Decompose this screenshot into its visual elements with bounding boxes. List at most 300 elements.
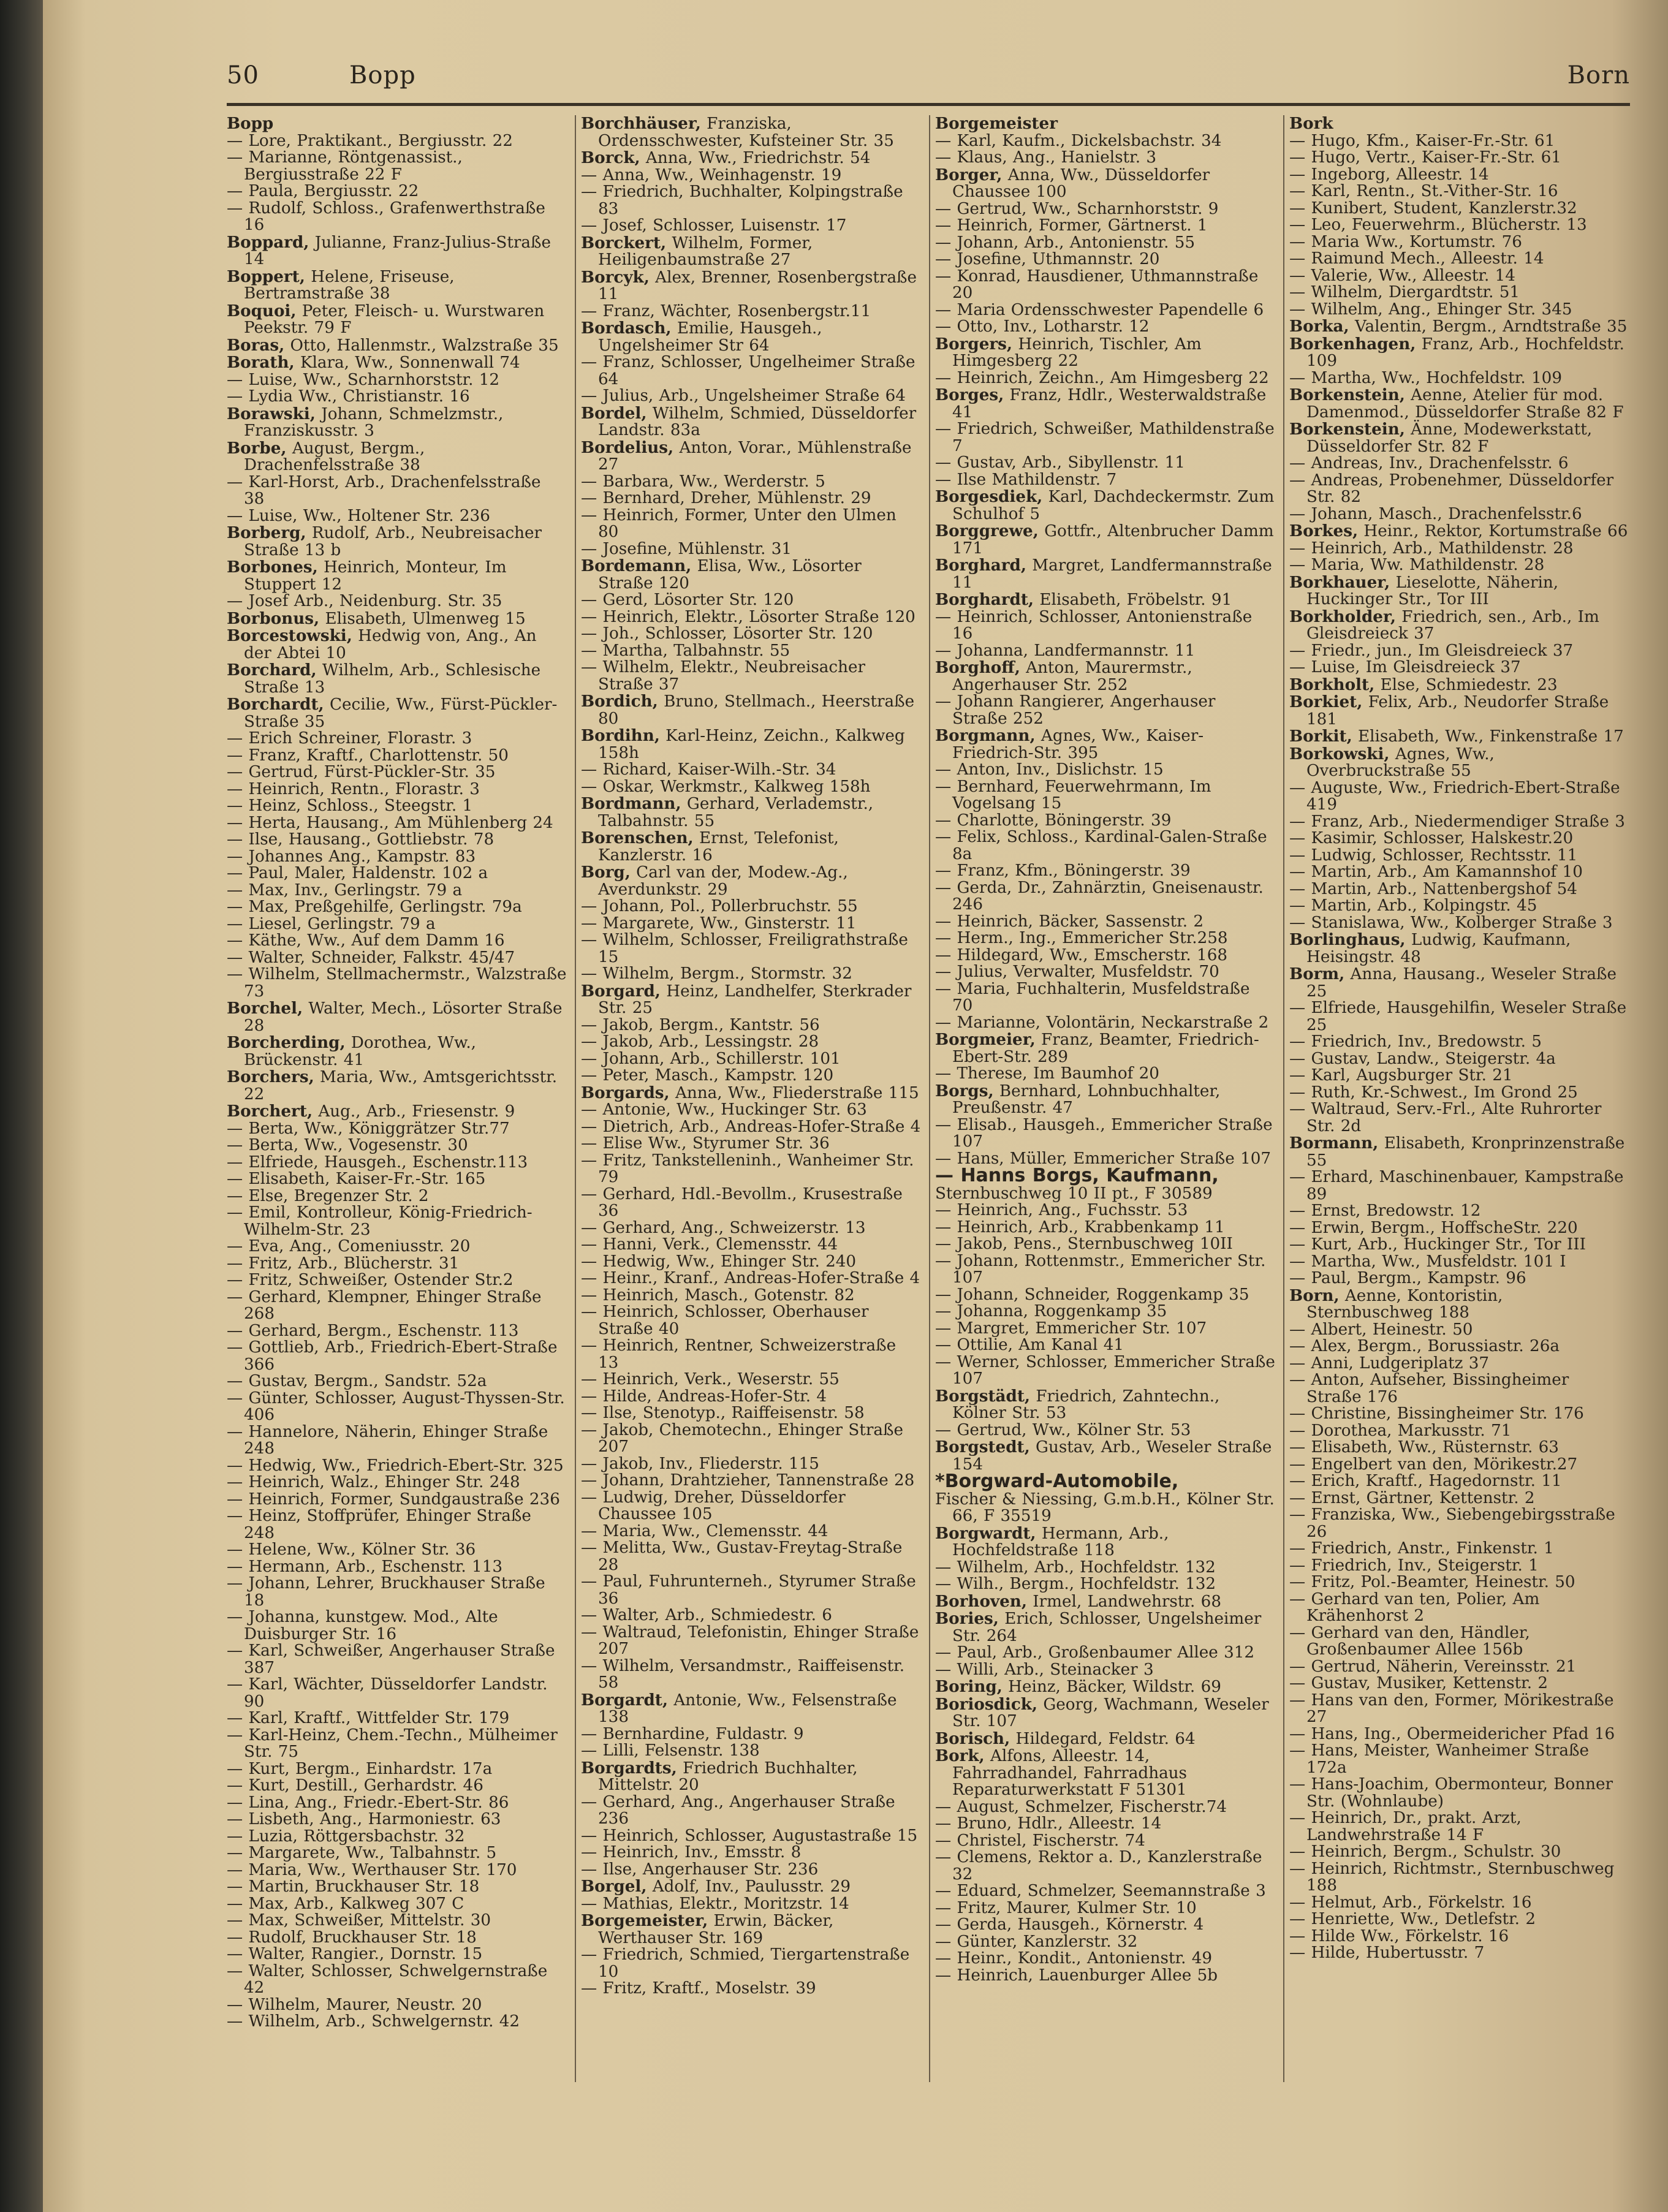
entry-details: — Karl, Wächter, Düsseldorfer Landstr. 90: [227, 1675, 548, 1711]
entry-surname: Bordasch,: [581, 319, 672, 338]
entry-surname: Borckert,: [581, 233, 667, 252]
directory-entry: [935, 609, 1275, 643]
directory-entry: [1289, 1406, 1629, 1423]
book-spine: [0, 0, 43, 2212]
entry-details: — Hedwig, Ww., Ehinger Str. 240: [581, 1252, 857, 1271]
entry-details: Elisabeth, Ww., Finkenstraße 17: [1352, 727, 1624, 746]
directory-entry: [935, 150, 1275, 167]
directory-entry: [581, 1607, 921, 1624]
directory-entry: [1289, 506, 1629, 523]
directory-entry: [1289, 387, 1629, 421]
column-2: [581, 115, 921, 1998]
entry-surname: Borhoven,: [935, 1591, 1027, 1611]
entry-details: — Maria, Ww. Mathildenstr. 28: [1289, 556, 1545, 574]
entry-details: Gustav, Arb., Weseler Straße 154: [952, 1438, 1272, 1474]
directory-entry: [1289, 557, 1629, 574]
entry-details: — Mathias, Elektr., Moritzstr. 14: [581, 1894, 849, 1913]
directory-entry: [1289, 1726, 1629, 1743]
directory-entry: [935, 1645, 1275, 1662]
directory-entry: [581, 388, 921, 405]
entry-details: — Luzia, Röttgersbachstr. 32: [227, 1827, 465, 1846]
entry-details: — Wilhelm, Ang., Ehinger Str. 345: [1289, 300, 1572, 319]
entry-details: — Maria Ww., Kortumstr. 76: [1289, 232, 1522, 251]
entry-details: Heinz, Bäcker, Wildstr. 69: [1002, 1678, 1221, 1696]
entry-details: — Friedrich, Schmied, Tiergartenstraße 10: [581, 1945, 910, 1981]
entry-surname: Borkenstein,: [1289, 385, 1405, 404]
entry-details: Franz, Beamter, Friedrich-Ebert-Str. 289: [952, 1031, 1259, 1066]
entry-details: — Martha, Ww., Musfeldstr. 101 I: [1289, 1252, 1566, 1271]
entry-surname: Boppert,: [227, 267, 305, 286]
entry-details: — Elfriede, Hausgeh., Eschenstr.113: [227, 1153, 528, 1172]
entry-details: Friedrich, sen., Arb., Im Gleisdreieck 37: [1306, 607, 1599, 643]
entry-details: — Ludwig, Dreher, Düsseldorfer Chaussee 105: [581, 1488, 846, 1523]
entry-details: — Elisabeth, Kaiser-Fr.-Str. 165: [227, 1170, 486, 1188]
entry-details: Else, Schmiedestr. 23: [1374, 675, 1558, 694]
directory-entry: [1289, 574, 1629, 608]
directory-entry: [227, 508, 567, 525]
entry-details: — August, Schmelzer, Fischerstr.74: [935, 1797, 1227, 1816]
directory-entry: [935, 1491, 1275, 1525]
directory-entry: [581, 1119, 921, 1136]
entry-details: — Andreas, Inv., Drachenfelsstr. 6: [1289, 454, 1569, 472]
directory-entry: [227, 1778, 567, 1795]
directory-entry: [1289, 676, 1629, 694]
entry-details: — Antonie, Ww., Huckinger Str. 63: [581, 1100, 867, 1119]
entry-details: — Max, Schweißer, Mittelstr. 30: [227, 1911, 491, 1930]
directory-entry: [227, 748, 567, 765]
directory-entry: [581, 218, 921, 235]
entry-details: — Heinrich, Lauenburger Allee 5b: [935, 1966, 1218, 1985]
entry-details: — Wilhelm, Diergardtstr. 51: [1289, 283, 1520, 301]
entry-details: — Walter, Arb., Schmiedestr. 6: [581, 1606, 832, 1624]
entry-details: — Richard, Kaiser-Wilh.-Str. 34: [581, 760, 836, 779]
directory-entry: [581, 1692, 921, 1726]
directory-entry: [581, 1254, 921, 1271]
entry-details: — Josef Arb., Neidenburg. Str. 35: [227, 592, 502, 610]
directory-entry: [1289, 1169, 1629, 1203]
entry-details: — Albert, Heinestr. 50: [1289, 1320, 1473, 1339]
entry-details: — Else, Bregenzer Str. 2: [227, 1186, 429, 1205]
entry-details: — Heinrich, Richtmstr., Sternbuschweg 188: [1289, 1859, 1615, 1895]
entry-details: — Ilse, Angerhauser Str. 236: [581, 1860, 819, 1879]
entry-details: — Leo, Feuerwehrm., Blücherstr. 13: [1289, 216, 1587, 234]
directory-entry: [935, 1202, 1275, 1219]
directory-entry: [581, 966, 921, 983]
entry-details: Agnes, Ww., Overbruckstraße 55: [1306, 744, 1495, 780]
directory-entry: [935, 1816, 1275, 1833]
directory-entry: [227, 1828, 567, 1846]
entry-details: — Lydia Ww., Christianstr. 16: [227, 387, 470, 406]
entry-details: — Gustav, Arb., Sibyllenstr. 11: [935, 453, 1185, 472]
directory-entry: [1289, 931, 1629, 966]
entry-details: — Konrad, Hausdiener, Uthmannstraße 20: [935, 267, 1259, 302]
page-header: [227, 61, 1630, 98]
directory-entry: [1289, 421, 1629, 455]
entry-details: — Margret, Emmericher Str. 107: [935, 1319, 1207, 1338]
entry-details: — Hans, Meister, Wanheimer Straße 172a: [1289, 1741, 1589, 1777]
directory-entry: [935, 863, 1275, 880]
directory-entry: [1289, 370, 1629, 387]
entry-details: — Maria Ordensschwester Papendelle 6: [935, 300, 1264, 319]
entry-surname: Borgel,: [581, 1877, 647, 1896]
directory-entry: [935, 1934, 1275, 1951]
entry-details: Felix, Arb., Neudorfer Straße 181: [1306, 693, 1609, 729]
entry-surname: Borg,: [581, 863, 631, 882]
directory-entry: [227, 388, 567, 406]
directory-entry: [581, 1912, 921, 1947]
entry-details: — Eva, Ang., Comeniusstr. 20: [227, 1237, 471, 1256]
entry-details: Anna, Ww., Friedrichstr. 54: [640, 149, 871, 167]
entry-surname: Borbonus,: [227, 608, 320, 628]
entry-surname: Boring,: [935, 1677, 1003, 1696]
entry-surname: Borggrewe,: [935, 521, 1039, 540]
entry-details: — Bruno, Hdlr., Alleestr. 14: [935, 1814, 1162, 1833]
entry-details: Alfons, Alleestr. 14, Fahrradhandel, Fahrradhaus Reparaturwerkstatt F 51301: [952, 1747, 1187, 1799]
entry-details: — Karl-Horst, Arb., Drachenfelsstraße 38: [227, 472, 541, 508]
directory-entry: [1289, 1507, 1629, 1540]
directory-entry: [935, 1186, 1275, 1203]
directory-entry: [935, 947, 1275, 964]
entry-details: — Barbara, Ww., Werderstr. 5: [581, 472, 825, 491]
entry-details: Georg, Wachmann, Weseler Str. 107: [952, 1695, 1269, 1730]
directory-entry: [581, 864, 921, 898]
directory-entry: [581, 609, 921, 626]
directory-entry: [227, 1137, 567, 1154]
directory-entry: [581, 592, 921, 609]
entry-details: — Gustav, Musiker, Kettenstr. 2: [1289, 1674, 1549, 1692]
entry-details: Friedrich, Zahntechn., Kölner Str. 53: [952, 1387, 1220, 1422]
entry-details: — Gerhard van ten, Polier, Am Krähenhorst 2: [1289, 1589, 1540, 1625]
directory-entry: [1289, 1743, 1629, 1776]
directory-entry: [581, 405, 921, 439]
entry-details: — Heinrich, Schlosser, Oberhauser Straße 40: [581, 1303, 869, 1338]
directory-entry: [935, 659, 1275, 694]
directory-entry: [1289, 830, 1629, 847]
entry-surname: Borgmann,: [935, 726, 1036, 745]
entry-details: Dorothea, Ww., Brückenstr. 41: [244, 1034, 476, 1069]
entry-details: — Heinrich, Inv., Emsstr. 8: [581, 1843, 802, 1862]
directory-entry: [1289, 1675, 1629, 1692]
directory-entry: [935, 1015, 1275, 1032]
directory-entry: [581, 1896, 921, 1913]
entry-surname: Borcyk,: [581, 267, 650, 287]
directory-entry: [1289, 115, 1629, 133]
entry-details: — Heinrich, Masch., Gotenstr. 82: [581, 1286, 855, 1305]
directory-entry: [227, 1845, 567, 1862]
directory-entry: [935, 1576, 1275, 1593]
directory-entry: [1289, 728, 1629, 746]
directory-entry: [581, 1153, 921, 1186]
entry-surname: Borkhauer,: [1289, 572, 1390, 592]
directory-entry: [1289, 318, 1629, 336]
directory-entry: [935, 1559, 1275, 1577]
directory-entry: [935, 1833, 1275, 1850]
directory-entry: [1289, 814, 1629, 831]
entry-details: — Heinrich, Bäcker, Sassenstr. 2: [935, 912, 1204, 931]
entry-details: — Gustav, Landw., Steigerstr. 4a: [1289, 1049, 1556, 1068]
entry-surname: Borgardts,: [581, 1758, 677, 1778]
entry-details: — Friedrich, Anstr., Finkenstr. 1: [1289, 1539, 1554, 1558]
directory-entry: [581, 1405, 921, 1422]
entry-details: — Heinrich, Rentn., Florastr. 3: [227, 779, 480, 798]
directory-entry: [227, 1559, 567, 1576]
directory-entry: [935, 455, 1275, 472]
entry-details: — Rudolf, Bruckhauser Str. 18: [227, 1928, 477, 1947]
entry-details: — Clemens, Rektor a. D., Kanzlerstraße 32: [935, 1848, 1262, 1884]
directory-entry: [227, 696, 567, 730]
directory-entry: [227, 1373, 567, 1390]
entry-details: Helene, Friseuse, Bertramstraße 38: [244, 267, 455, 303]
entry-details: — Luise, Ww., Scharnhorststr. 12: [227, 370, 500, 389]
entry-details: — Gerhard, Klempner, Ehinger Straße 268: [227, 1287, 542, 1323]
entry-surname: Borcherding,: [227, 1033, 346, 1052]
entry-surname: Borisch,: [935, 1729, 1010, 1748]
directory-entry: [1289, 1051, 1629, 1068]
entry-details: Alex, Brenner, Rosenbergstraße 11: [598, 268, 917, 303]
directory-entry: [935, 981, 1275, 1015]
header-left-word: Bopp: [349, 61, 416, 89]
entry-details: — Erwin, Bergm., HoffscheStr. 220: [1289, 1218, 1578, 1237]
entry-details: — Heinrich, Verk., Weserstr. 55: [581, 1370, 840, 1388]
entry-surname: Borghardt,: [935, 590, 1034, 609]
directory-entry: [581, 115, 921, 150]
directory-entry: [1289, 183, 1629, 200]
entry-surname: Bork: [1289, 114, 1333, 133]
directory-entry: [581, 727, 921, 762]
entry-surname: Bories,: [935, 1609, 999, 1628]
entry-details: — Elisab., Hausgeh., Emmericher Straße 107: [935, 1115, 1273, 1151]
directory-entry: [935, 1849, 1275, 1883]
directory-entry: [227, 234, 567, 268]
directory-entry: [581, 643, 921, 660]
entry-surname: Borchhäuser,: [581, 114, 701, 133]
entry-details: — Gertrud, Ww., Scharnhorststr. 9: [935, 199, 1219, 218]
entry-details: — Berta, Ww., Vogesenstr. 30: [227, 1136, 468, 1154]
entry-details: — Maria, Ww., Werthauser Str. 170: [227, 1860, 517, 1879]
directory-entry: [1289, 167, 1629, 184]
entry-details: — Herta, Hausang., Am Mühlenberg 24: [227, 813, 553, 832]
directory-entry: [1289, 1911, 1629, 1928]
directory-entry: [227, 1930, 567, 1947]
entry-details: Wilhelm, Former, Heiligenbaumstraße 27: [598, 233, 813, 269]
directory-entry: [935, 1066, 1275, 1083]
directory-entry: [227, 183, 567, 200]
entry-details: — Gerhard, Ang., Angerhauser Straße 236: [581, 1792, 895, 1828]
entry-details: *Borgward-Automobile,: [935, 1471, 1179, 1492]
entry-details: — Gertrud, Fürst-Pückler-Str. 35: [227, 763, 496, 781]
entry-details: — Ernst, Bredowstr. 12: [1289, 1202, 1481, 1220]
directory-entry: [227, 1912, 567, 1930]
entry-details: — Liesel, Gerlingstr. 79 a: [227, 914, 436, 933]
directory-entry: [935, 115, 1275, 133]
directory-entry: [227, 1879, 567, 1896]
directory-entry: [227, 1474, 567, 1491]
entry-details: — Helene, Ww., Kölner Str. 36: [227, 1540, 476, 1559]
entry-details: Karl-Heinz, Zeichn., Kalkweg 158h: [598, 727, 905, 762]
directory-entry: [935, 591, 1275, 609]
directory-entry: [1289, 150, 1629, 167]
entry-details: — Karl, Rentn., St.-Vither-Str. 16: [1289, 182, 1558, 200]
entry-details: — Ingeborg, Alleestr. 14: [1289, 165, 1489, 184]
entry-details: Anna, Ww., Fliederstraße 115: [669, 1083, 919, 1102]
directory-entry: [581, 303, 921, 320]
directory-entry: [935, 1031, 1275, 1066]
entry-details: — Ilse, Hausang., Gottliebstr. 78: [227, 830, 495, 849]
directory-entry: [227, 899, 567, 916]
entry-details: Margret, Landfermannstraße 11: [952, 556, 1272, 592]
directory-entry: [1289, 1338, 1629, 1355]
directory-entry: [227, 1205, 567, 1238]
entry-details: — Karl, Augsburger Str. 21: [1289, 1066, 1513, 1085]
entry-surname: Borgemeister,: [581, 1911, 708, 1930]
entry-details: Karl, Dachdeckermstr. Zum Schulhof 5: [952, 488, 1275, 523]
entry-details: — Friedrich, Schweißer, Mathildenstraße 7: [935, 420, 1275, 455]
directory-entry: [1289, 234, 1629, 251]
directory-entry: [1289, 1591, 1629, 1625]
directory-entry: [581, 1034, 921, 1051]
entry-details: — Johann, Schneider, Roggenkamp 35: [935, 1285, 1249, 1304]
directory-entry: [581, 541, 921, 558]
column-1: [227, 115, 567, 2031]
entry-details: — Heinrich, Former, Gärtnerst. 1: [935, 216, 1208, 235]
directory-entry: [227, 2013, 567, 2031]
entry-details: Elisabeth, Kronprinzenstraße 55: [1306, 1134, 1625, 1170]
entry-surname: Bordich,: [581, 692, 658, 711]
entry-details: — Wilhelm, Maurer, Neustr. 20: [227, 1995, 482, 2014]
entry-surname: Borlinghaus,: [1289, 930, 1406, 949]
directory-entry: [935, 1730, 1275, 1748]
entry-details: — Jakob, Pens., Sternbuschweg 10II: [935, 1235, 1233, 1253]
entry-details: — Karl-Heinz, Chem.-Techn., Mülheimer Str. 75: [227, 1725, 558, 1761]
entry-details: — Elise Ww., Styrumer Str. 36: [581, 1134, 830, 1153]
entry-details: — Gustav, Bergm., Sandstr. 52a: [227, 1372, 487, 1390]
directory-entry: [1289, 1067, 1629, 1085]
entry-details: — Franz, Wächter, Rosenbergstr.11: [581, 301, 871, 320]
directory-entry: [581, 1472, 921, 1490]
directory-entry: [935, 1883, 1275, 1900]
directory-entry: [581, 235, 921, 269]
directory-entry: [227, 150, 567, 183]
directory-entry: [581, 1947, 921, 1980]
page-number: 50: [227, 61, 259, 89]
directory-entry: [1289, 966, 1629, 1000]
directory-entry: [1289, 455, 1629, 472]
directory-entry: [1289, 1945, 1629, 1962]
directory-entry: [581, 167, 921, 184]
directory-entry: [935, 1696, 1275, 1730]
entry-details: — Franz, Kraftf., Charlottenstr. 50: [227, 746, 509, 765]
entry-details: — Paul, Arb., Großenbaumer Allee 312: [935, 1643, 1255, 1662]
entry-details: Anton, Maurermstr., Angerhauser Str. 252: [952, 659, 1192, 694]
entry-details: — Max, Preßgehilfe, Gerlingstr. 79a: [227, 898, 522, 916]
entry-details: Hermann, Arb., Hochfeldstraße 118: [952, 1524, 1169, 1559]
directory-entry: [581, 1220, 921, 1237]
entry-details: — Hedwig, Ww., Friedrich-Ebert-Str. 325: [227, 1456, 564, 1475]
entry-details: Otto, Hallenmstr., Walzstraße 35: [284, 336, 559, 355]
entry-details: Fischer & Niessing, G.m.b.H., Kölner Str. 66, F 35519: [935, 1490, 1275, 1525]
entry-details: Wilhelm, Schmied, Düsseldorfer Landstr. 83a: [598, 404, 917, 439]
entry-details: — Wilhelm, Schlosser, Freiligrathstraße 15: [581, 931, 908, 966]
entry-surname: Borghard,: [935, 556, 1026, 575]
entry-details: — Marianne, Volontärin, Neckarstraße 2: [935, 1013, 1269, 1032]
entry-details: — Hildegard, Ww., Emscherstr. 168: [935, 945, 1228, 964]
entry-surname: Borgardt,: [581, 1690, 668, 1710]
directory-entry: [581, 1287, 921, 1305]
directory-entry: [935, 1525, 1275, 1559]
entry-details: — Hans, Müller, Emmericher Straße 107: [935, 1149, 1272, 1168]
directory-entry: [581, 1658, 921, 1692]
entry-details: — Ludwig, Schlosser, Rechtsstr. 11: [1289, 846, 1578, 865]
directory-entry: [581, 830, 921, 864]
directory-entry: [1289, 1287, 1629, 1322]
entry-details: — Gottlieb, Arb., Friedrich-Ebert-Straße 366: [227, 1338, 558, 1374]
entry-details: — Dietrich, Arb., Andreas-Hofer-Straße 4: [581, 1117, 921, 1136]
directory-entry: [227, 525, 567, 559]
entry-details: — Jakob, Bergm., Kantstr. 56: [581, 1015, 820, 1034]
directory-entry: [227, 1542, 567, 1559]
entry-surname: Borchard,: [227, 661, 317, 680]
directory-entry: [581, 1760, 921, 1794]
entry-details: — Josef, Schlosser, Luisenstr. 17: [581, 216, 847, 235]
entry-details: — Martin, Bruckhauser Str. 18: [227, 1877, 480, 1896]
entry-details: — Heinr., Kranf., Andreas-Hofer-Straße 4: [581, 1269, 920, 1287]
entry-details: — Karl, Schweißer, Angerhauser Straße 387: [227, 1642, 555, 1677]
directory-entry: [581, 1540, 921, 1574]
entry-details: Gottfr., Altenbrucher Damm 171: [952, 522, 1274, 558]
entry-details: Wilhelm, Arb., Schlesische Straße 13: [244, 661, 541, 697]
entry-details: Elisabeth, Ulmenweg 15: [319, 609, 526, 628]
entry-details: — Johanna, Roggenkamp 35: [935, 1302, 1167, 1320]
entry-surname: Boppard,: [227, 232, 309, 252]
directory-entry: [227, 1575, 567, 1609]
entry-details: Friedrich Buchhalter, Mittelstr. 20: [598, 1759, 858, 1794]
entry-details: — Willi, Arb., Steinacker 3: [935, 1660, 1154, 1679]
entry-details: — Fritz, Maurer, Kulmer Str. 10: [935, 1898, 1197, 1917]
column-divider: [929, 115, 930, 2082]
directory-entry: [935, 370, 1275, 387]
directory-entry: [227, 831, 567, 849]
directory-entry: [935, 421, 1275, 455]
entry-details: — Wilhelm, Elektr., Neubreisacher Straße 37: [581, 658, 865, 694]
entry-details: Heinrich, Monteur, Im Stuppert 12: [244, 558, 507, 594]
entry-details: Lieselotte, Näherin, Huckinger Str., Tor III: [1306, 573, 1559, 608]
directory-entry: [227, 1727, 567, 1761]
entry-surname: Borgstädt,: [935, 1386, 1031, 1406]
entry-details: — Bernhardine, Fuldastr. 9: [581, 1724, 804, 1743]
entry-details: — Jakob, Chemotechn., Ehinger Straße 207: [581, 1420, 903, 1456]
entry-details: — Heinrich, Elektr., Lösorter Straße 120: [581, 607, 916, 626]
directory-entry: [227, 1323, 567, 1340]
entry-surname: Borgstedt,: [935, 1437, 1030, 1456]
directory-entry: [935, 1303, 1275, 1320]
entry-details: — Hilde, Hubertusstr. 7: [1289, 1944, 1485, 1962]
directory-entry: [935, 1900, 1275, 1917]
directory-entry: [935, 727, 1275, 762]
entry-details: — Anton, Inv., Dislichstr. 15: [935, 760, 1164, 779]
entry-surname: Borgemeister: [935, 114, 1058, 133]
directory-entry: [1289, 1861, 1629, 1895]
directory-entry: [935, 302, 1275, 319]
entry-details: — Kasimir, Schlosser, Halskestr.20: [1289, 829, 1574, 847]
entry-details: — Johannes Ang., Kampstr. 83: [227, 847, 476, 866]
directory-entry: [581, 1186, 921, 1220]
directory-entry: [1289, 251, 1629, 268]
entry-details: — Luise, Ww., Holtener Str. 236: [227, 506, 490, 525]
directory-entry: [581, 320, 921, 354]
entry-details: — Lina, Ang., Friedr.-Ebert-Str. 86: [227, 1793, 509, 1812]
column-4: [1289, 115, 1629, 1962]
entry-details: Carl van der, Modew.-Ag., Averdunkstr. 29: [598, 863, 848, 899]
